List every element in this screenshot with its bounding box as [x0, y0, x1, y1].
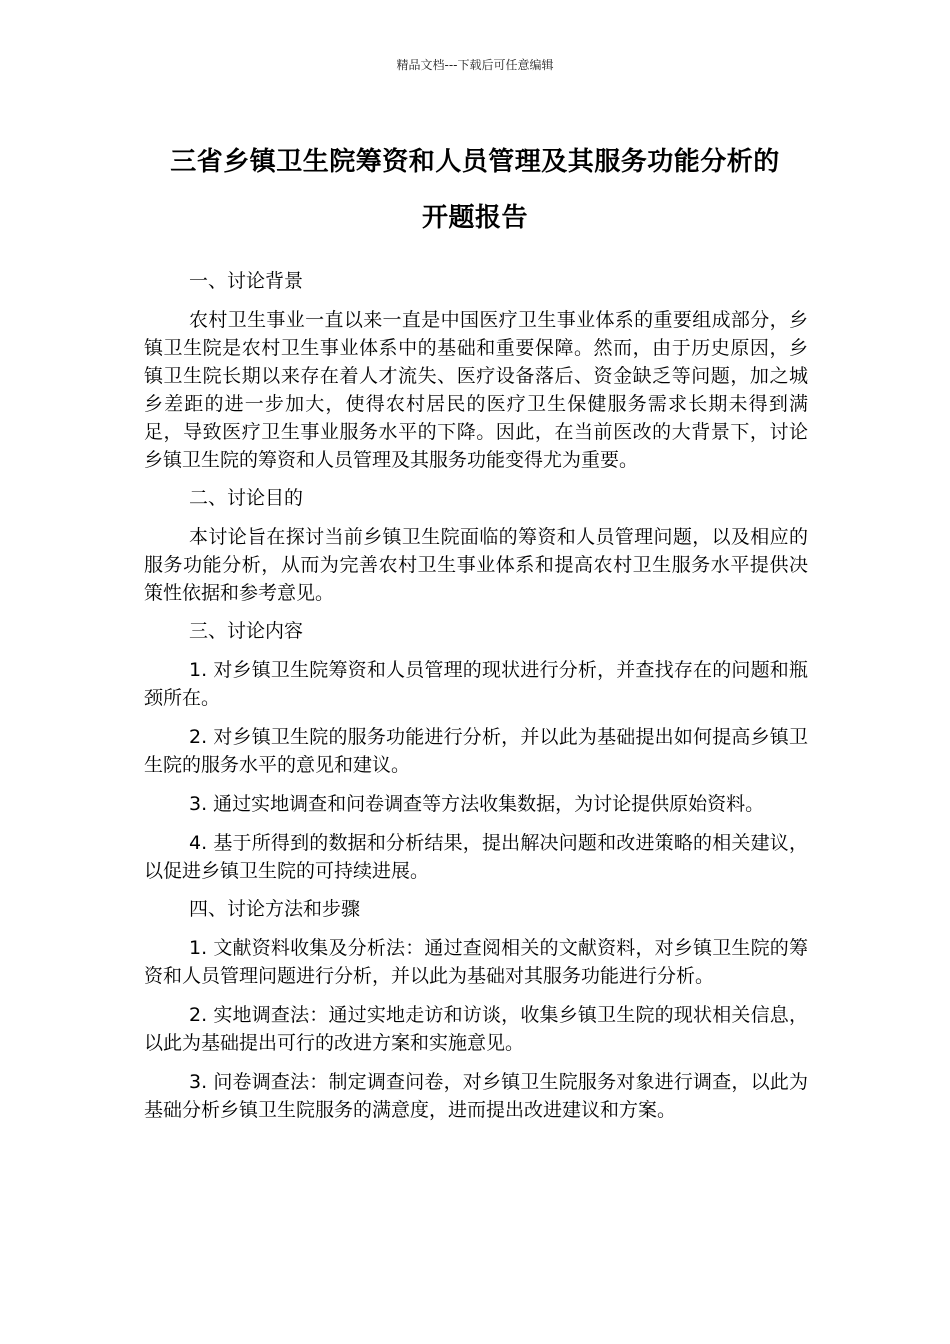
list-item-content-2: 2. 对乡镇卫生院的服务功能进行分析，并以此为基础提出如何提高乡镇卫生院的服务水平的意见和建议。: [144, 726, 808, 776]
list-item-content-1: 1. 对乡镇卫生院筹资和人员管理的现状进行分析，并查找存在的问题和瓶颈所在。: [144, 659, 808, 709]
document-title: [120, 134, 830, 246]
list-item-content-4: 4. 基于所得到的数据和分析结果，提出解决问题和改进策略的相关建议，以促进乡镇卫生院的可持续进展。: [144, 832, 808, 882]
list-item-content-3: 3. 通过实地调查和问卷调查等方法收集数据，为讨论提供原始资料。: [189, 793, 765, 815]
list-item-method-1: 1. 文献资料收集及分析法：通过查阅相关的文献资料，对乡镇卫生院的筹资和人员管理问题进行分析，并以此为基础对其服务功能进行分析。: [144, 937, 808, 987]
document-body: [144, 268, 808, 1135]
document-title-line-2: 开题报告: [421, 203, 528, 233]
list-item-method-3: 3. 问卷调查法：制定调查问卷，对乡镇卫生院服务对象进行调查，以此为基础分析乡镇卫生院服务的满意度，进而提出改进建议和方案。: [144, 1071, 808, 1121]
document-title-line-1: 三省乡镇卫生院筹资和人员管理及其服务功能分析的: [170, 147, 780, 177]
section-heading-methods: 四、讨论方法和步骤: [189, 898, 361, 920]
list-item-method-2: 2. 实地调查法：通过实地走访和访谈，收集乡镇卫生院的现状相关信息，以此为基础提出可行的改进方案和实施意见。: [144, 1004, 808, 1054]
section-heading-background: 一、讨论背景: [189, 270, 304, 292]
header-note: 精品文档---下载后可任意编辑: [396, 58, 554, 72]
paragraph-purpose: 本讨论旨在探讨当前乡镇卫生院面临的筹资和人员管理问题，以及相应的服务功能分析，从而为完善农村卫生事业体系和提高农村卫生服务水平提供决策性依据和参考意见。: [144, 526, 808, 604]
paragraph-background: 农村卫生事业一直以来一直是中国医疗卫生事业体系的重要组成部分，乡镇卫生院是农村卫生事业体系中的基础和重要保障。然而，由于历史原因，乡镇卫生院长期以来存在着人才流失、医疗设备落后、资金缺乏等问题，加之城乡差距的进一步加大，使得农村居民的医疗卫生保健服务需求长期未得到满足，导致医疗卫生事业服务水平的下降。因此，在当前医改的大背景下，讨论乡镇卫生院的筹资和人员管理及其服务功能变得尤为重要。: [144, 309, 808, 471]
section-heading-content: 三、讨论内容: [189, 620, 304, 642]
section-heading-purpose: 二、讨论目的: [189, 487, 304, 509]
